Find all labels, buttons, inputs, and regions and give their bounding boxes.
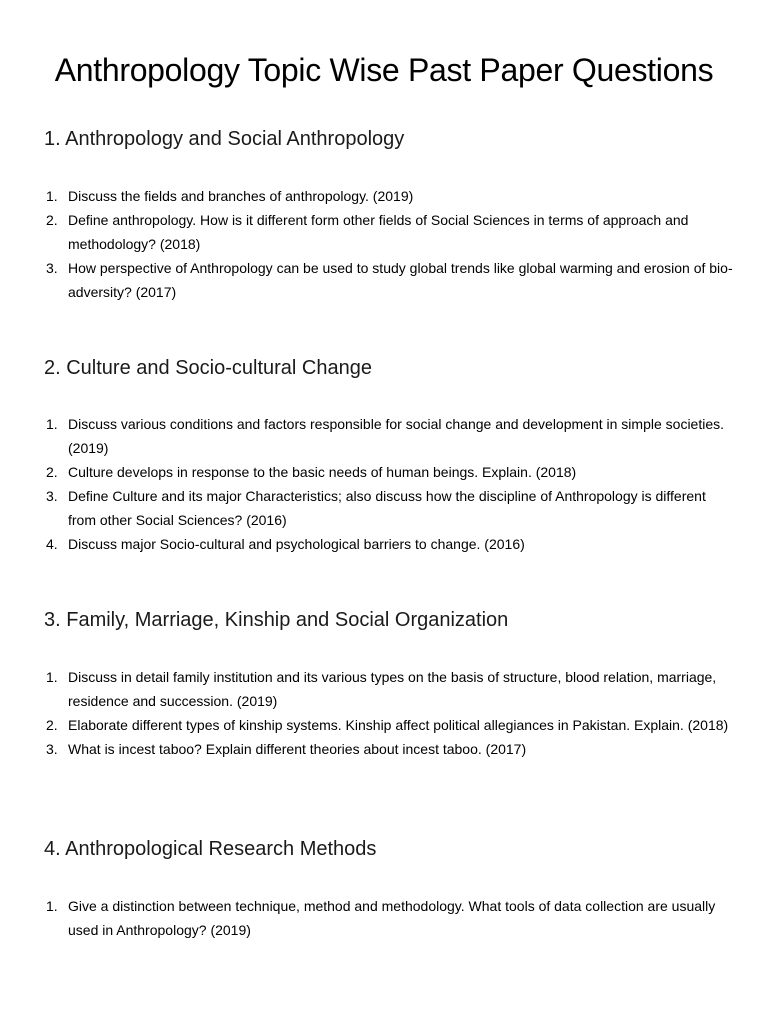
question-list-culture bbox=[44, 412, 734, 556]
section-heading-family-kinship: 3. Family, Marriage, Kinship and Social Organization bbox=[44, 609, 509, 631]
question-item bbox=[44, 713, 734, 737]
question-item bbox=[44, 460, 734, 484]
question-text: Define anthropology. How is it different form other fields of Social Sciences in terms of approach and methodology? (2018) bbox=[68, 212, 689, 252]
question-item bbox=[44, 208, 734, 256]
question-item bbox=[44, 184, 734, 208]
question-number: 3. bbox=[46, 260, 58, 276]
section-heading-research-methods: 4. Anthropological Research Methods bbox=[44, 838, 377, 860]
question-list-family-kinship bbox=[44, 665, 734, 761]
question-number: 1. bbox=[46, 188, 58, 204]
question-item bbox=[44, 412, 734, 460]
question-text: Discuss various conditions and factors responsible for social change and development in simple societies. (2019) bbox=[68, 416, 725, 456]
question-text: Give a distinction between technique, method and methodology. What tools of data collection are usually used in Anthropology? (2019) bbox=[68, 898, 716, 938]
question-number: 2. bbox=[46, 212, 58, 228]
question-number: 1. bbox=[46, 669, 58, 685]
question-text: Define Culture and its major Characteristics; also discuss how the discipline of Anthropology is different from other Social Sciences? (2016) bbox=[68, 488, 706, 528]
question-list-anthropology bbox=[44, 184, 734, 304]
question-number: 1. bbox=[46, 898, 58, 914]
question-item bbox=[44, 665, 734, 713]
section-heading-anthropology: 1. Anthropology and Social Anthropology bbox=[44, 128, 405, 150]
question-number: 3. bbox=[46, 488, 58, 504]
question-text: How perspective of Anthropology can be used to study global trends like global warming and erosion of bio-adversity? (2017) bbox=[68, 260, 733, 300]
question-number: 2. bbox=[46, 464, 58, 480]
question-number: 3. bbox=[46, 741, 58, 757]
page-title: Anthropology Topic Wise Past Paper Questions bbox=[54, 52, 714, 88]
question-item bbox=[44, 532, 734, 556]
question-text: Discuss major Socio-cultural and psychological barriers to change. (2016) bbox=[68, 536, 525, 552]
question-text: Culture develops in response to the basic needs of human beings. Explain. (2018) bbox=[68, 464, 577, 480]
question-number: 1. bbox=[46, 416, 58, 432]
question-number: 4. bbox=[46, 536, 58, 552]
question-item bbox=[44, 256, 734, 304]
question-text: Discuss in detail family institution and its various types on the basis of structure, blood relation, marriage, residence and succession. (2019) bbox=[68, 669, 717, 709]
question-item bbox=[44, 894, 734, 942]
question-item bbox=[44, 484, 734, 532]
question-item bbox=[44, 737, 734, 761]
question-text: Discuss the fields and branches of anthropology. (2019) bbox=[68, 188, 414, 204]
question-text: What is incest taboo? Explain different theories about incest taboo. (2017) bbox=[68, 741, 527, 757]
question-text: Elaborate different types of kinship systems. Kinship affect political allegiances in Pakistan. Explain. (2018) bbox=[68, 717, 729, 733]
question-list-research-methods bbox=[44, 894, 734, 942]
question-number: 2. bbox=[46, 717, 58, 733]
section-heading-culture: 2. Culture and Socio-cultural Change bbox=[44, 357, 372, 379]
